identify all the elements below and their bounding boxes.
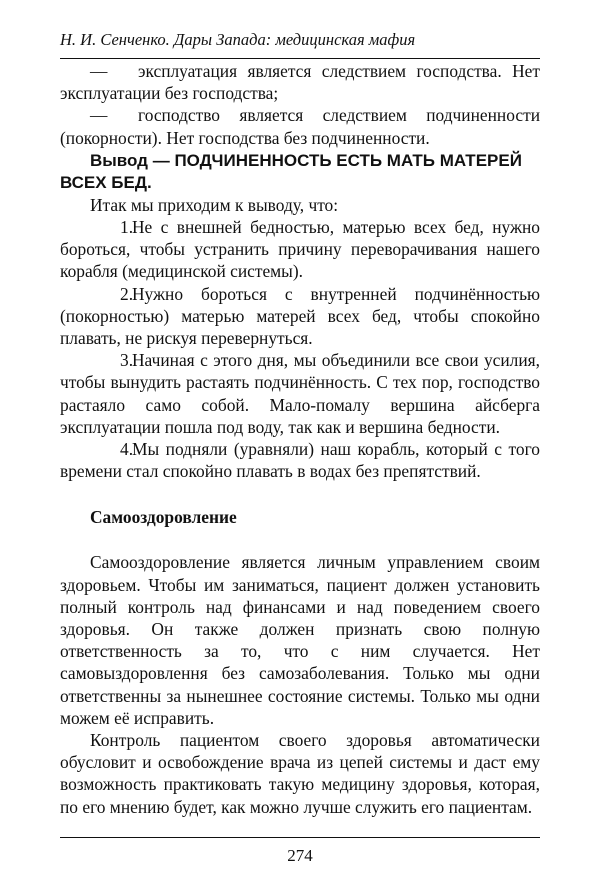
- item-number: 2.: [120, 283, 134, 304]
- item-text: Не с внешней бедностью, матерью всех бед, нужно бороться, чтобы устранить причину переворачивания нашего корабля (медицинской системы).: [60, 217, 540, 282]
- item-number: 4.: [120, 439, 134, 460]
- item-number: 1.: [120, 217, 134, 238]
- dash-item: [60, 104, 540, 148]
- conclusion-lead: Вывод —: [90, 150, 170, 170]
- item-text: Начиная с этого дня, мы объединили все свои усилия, чтобы вынудить растаять подчинённость. С тех пор, господство растаяло само собой. Мало-помалу вершина айсберга эксплуатации пошла под воду, так как и вершина бедности.: [60, 350, 540, 437]
- dash-mark: —: [90, 105, 108, 126]
- item-text: Нужно бороться с внутренней подчинённостью (покорностью) матерью матерей всех бед, чтобы спокойно плавать, не рискуя перевернуться.: [60, 283, 540, 349]
- page-number: 274: [287, 846, 313, 865]
- page-body: [60, 60, 540, 818]
- conclusion-text: ПОДЧИНЕННОСТЬ ЕСТЬ МАТЬ МАТЕРЕЙ ВСЕХ БЕД.: [60, 150, 522, 192]
- conclusion-heading: [60, 150, 540, 194]
- item-text: Мы подняли (уравняли) наш корабль, который с того времени стал спокойно плавать в водах без препятствий.: [60, 439, 540, 482]
- running-header: Н. И. Сенченко. Дары Запада: медицинская мафия: [60, 30, 416, 49]
- header-rule: [60, 58, 540, 59]
- dash-item-text: эксплуатация является следствием господства. Нет эксплуатации без господства;: [60, 61, 540, 104]
- numbered-item: [60, 216, 540, 283]
- dash-item-text: господство является следствием подчиненности (покорности). Нет господства без подчиненности.: [60, 105, 540, 148]
- dash-mark: —: [90, 61, 108, 81]
- section-title: Самооздоровление: [90, 507, 237, 528]
- numbered-item: [60, 438, 540, 482]
- item-number: 3.: [120, 350, 134, 371]
- intro-line: Итак мы приходим к выводу, что:: [90, 194, 339, 215]
- numbered-item: [60, 283, 540, 350]
- numbered-item: [60, 349, 540, 438]
- section-paragraph: Самооздоровление является личным управлением своим здоровьем. Чтобы им заниматься, пациент должен установить полный контроль над финансами и над поведением своего здоровья. Он также должен признать свою полную ответственность за то, что с ним случается. Нет самовыздоровлення без самозаболевания. Только мы одни ответственны за нынешнее состояние системы. Только мы одни можем её исправить.: [60, 552, 540, 728]
- footer-rule: [60, 837, 540, 838]
- section-paragraph: Контроль пациентом своего здоровья автоматически обусловит и освобождение врача из цепей системы и даст ему возможность практиковать такую медицину здоровья, которая, по его мнению будет, как можно лучше служить его пациентам.: [60, 730, 540, 817]
- dash-item: [60, 60, 540, 104]
